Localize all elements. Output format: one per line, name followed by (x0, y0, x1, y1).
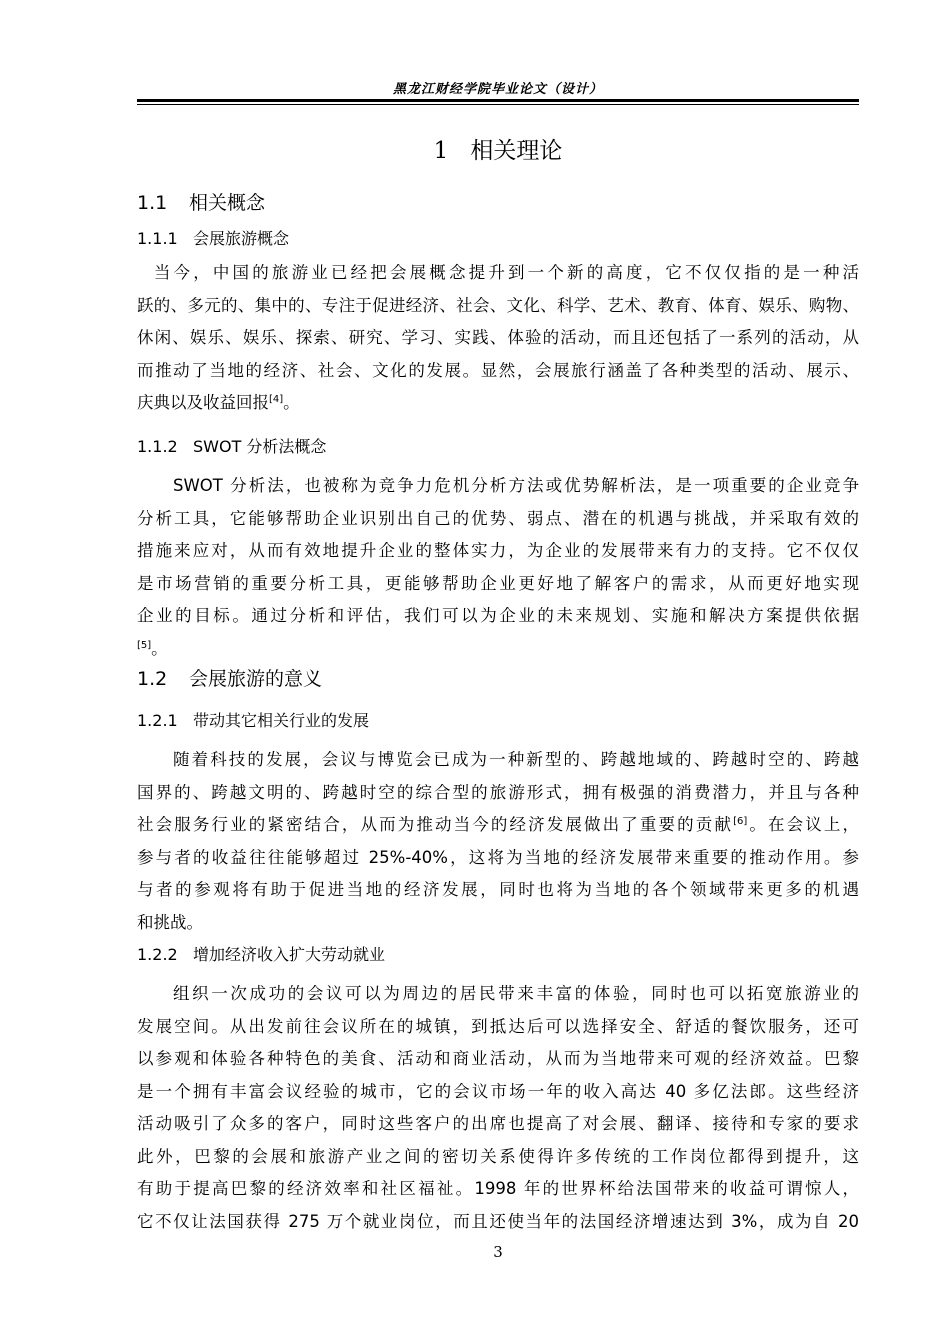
subsection-heading-1-2-2 (137, 942, 385, 965)
text-fragment: 社会服务行业的紧密结合，从而为推动当今的经济发展做出了重要的贡献 (137, 815, 734, 834)
text-line: 当今，中国的旅游业已经把会展概念提升到一个新的高度，它不仅仅指的是一种活 (137, 263, 859, 282)
text-line: 以参观和体验各种特色的美食、活动和商业活动，从而为当地带来可观的经济效益。巴黎 (137, 1049, 859, 1068)
text-line: 发展空间。从出发前往会议所在的城镇，到抵达后可以选择安全、舒适的餐饮服务，还可 (137, 1016, 859, 1036)
section-title: 相关概念 (189, 192, 266, 214)
subsection-number: 1.1.1 (137, 229, 178, 248)
citation: [6] (733, 816, 748, 827)
header-rule-thick (137, 99, 859, 102)
text-line: 国界的、跨越文明的、跨越时空的综合型的旅游形式，拥有极强的消费潜力，并且与各种 (137, 782, 859, 802)
text-line: 此外，巴黎的会展和旅游产业之间的密切关系使得许多传统的工作岗位都得到提升，这 (137, 1146, 859, 1166)
subsection-title: 会展旅游概念 (193, 229, 290, 248)
text-line: 是市场营销的重要分析工具，更能够帮助企业更好地了解客户的需求，从而更好地实现 (137, 573, 859, 593)
text-line: 参与者的收益往往能够超过 25%-40%，这将为当地的经济发展带来重要的推动作用。参 (137, 847, 859, 867)
text-line: 分析工具，它能够帮助企业识别出自己的优势、弱点、潜在的机遇与挑战，并采取有效的 (137, 508, 859, 528)
page-number: 3 (493, 1243, 503, 1261)
text-line: 企业的目标。通过分析和评估，我们可以为企业的未来规划、实施和解决方案提供依据 (137, 606, 859, 625)
subsection-heading-1-1-2 (137, 434, 326, 457)
text-line: 与者的参观将有助于促进当地的经济发展，同时也将为当地的各个领域带来更多的机遇 (137, 880, 859, 899)
text-line: 而推动了当地的经济、社会、文化的发展。显然，会展旅行涵盖了各种类型的活动、展示、 (137, 360, 859, 380)
subsection-number: 1.2.2 (137, 945, 178, 964)
paragraph-driving-related-industries (137, 744, 859, 939)
paragraph-exhibition-tourism-concept (137, 257, 859, 420)
text-line (137, 633, 859, 666)
header-rule-thin (137, 104, 859, 105)
text-line: SWOT 分析法，也被称为竞争力危机分析方法或优势解析法，是一项重要的企业竞争 (173, 476, 859, 495)
subsection-title: 增加经济收入扩大劳动就业 (193, 945, 386, 964)
subsection-number: 1.1.2 (137, 437, 178, 456)
text-line (137, 387, 859, 420)
text-fragment: 。在会议上， (747, 815, 860, 834)
section-title: 会展旅游的意义 (189, 668, 323, 690)
text-line: 活动吸引了众多的客户，同时这些客户的出席也提高了对会展、翻译、接待和专家的要求 (137, 1114, 859, 1133)
text-fragment: 。 (151, 638, 168, 658)
text-line (137, 809, 859, 842)
chapter-title-text: 相关理论 (470, 138, 563, 164)
section-heading-1-2 (137, 664, 322, 691)
section-number: 1.2 (137, 668, 168, 690)
text-line: 随着科技的发展，会议与博览会已成为一种新型的、跨越地域的、跨越时空的、跨越 (173, 750, 859, 769)
citation: [5] (137, 639, 152, 651)
text-line: 有助于提高巴黎的经济效率和社区福祉。1998 年的世界杯给法国带来的收益可谓惊人， (137, 1179, 859, 1198)
section-heading-1-1 (137, 188, 265, 215)
subsection-title: 带动其它相关行业的发展 (193, 711, 370, 730)
text-line: 和挑战。 (137, 912, 203, 932)
subsection-title: SWOT 分析法概念 (193, 437, 327, 456)
chapter-title (137, 132, 859, 165)
section-number: 1.1 (137, 192, 168, 214)
subsection-heading-1-1-1 (137, 226, 289, 249)
text-line: 休闲、娱乐、娱乐、探索、研究、学习、实践、体验的活动，而且还包括了一系列的活动，从 (137, 328, 859, 347)
subsection-number: 1.2.1 (137, 711, 178, 730)
text-fragment: 庆典以及收益回报 (137, 393, 269, 412)
subsection-heading-1-2-1 (137, 708, 369, 731)
text-line: 它不仅让法国获得 275 万个就业岗位，而且还使当年的法国经济增速达到 3%，成为自 20 (137, 1211, 859, 1231)
citation: [4] (269, 394, 284, 405)
text-line: 跃的、多元的、集中的、专注于促进经济、社会、文化、科学、艺术、教育、体育、娱乐、购物、 (137, 295, 859, 315)
text-line: 组织一次成功的会议可以为周边的居民带来丰富的体验，同时也可以拓宽旅游业的 (173, 984, 859, 1003)
text-fragment: 。 (283, 393, 300, 412)
text-line: 措施来应对，从而有效地提升企业的整体实力，为企业的发展带来有力的支持。它不仅仅 (137, 541, 859, 560)
chapter-number: 1 (433, 138, 449, 164)
paragraph-income-and-employment (137, 978, 859, 1238)
text-line: 是一个拥有丰富会议经验的城市，它的会议市场一年的收入高达 40 多亿法郎。这些经济 (137, 1081, 859, 1101)
paragraph-swot-concept (137, 470, 859, 665)
running-header: 黑龙江财经学院毕业论文（设计） (392, 82, 603, 97)
